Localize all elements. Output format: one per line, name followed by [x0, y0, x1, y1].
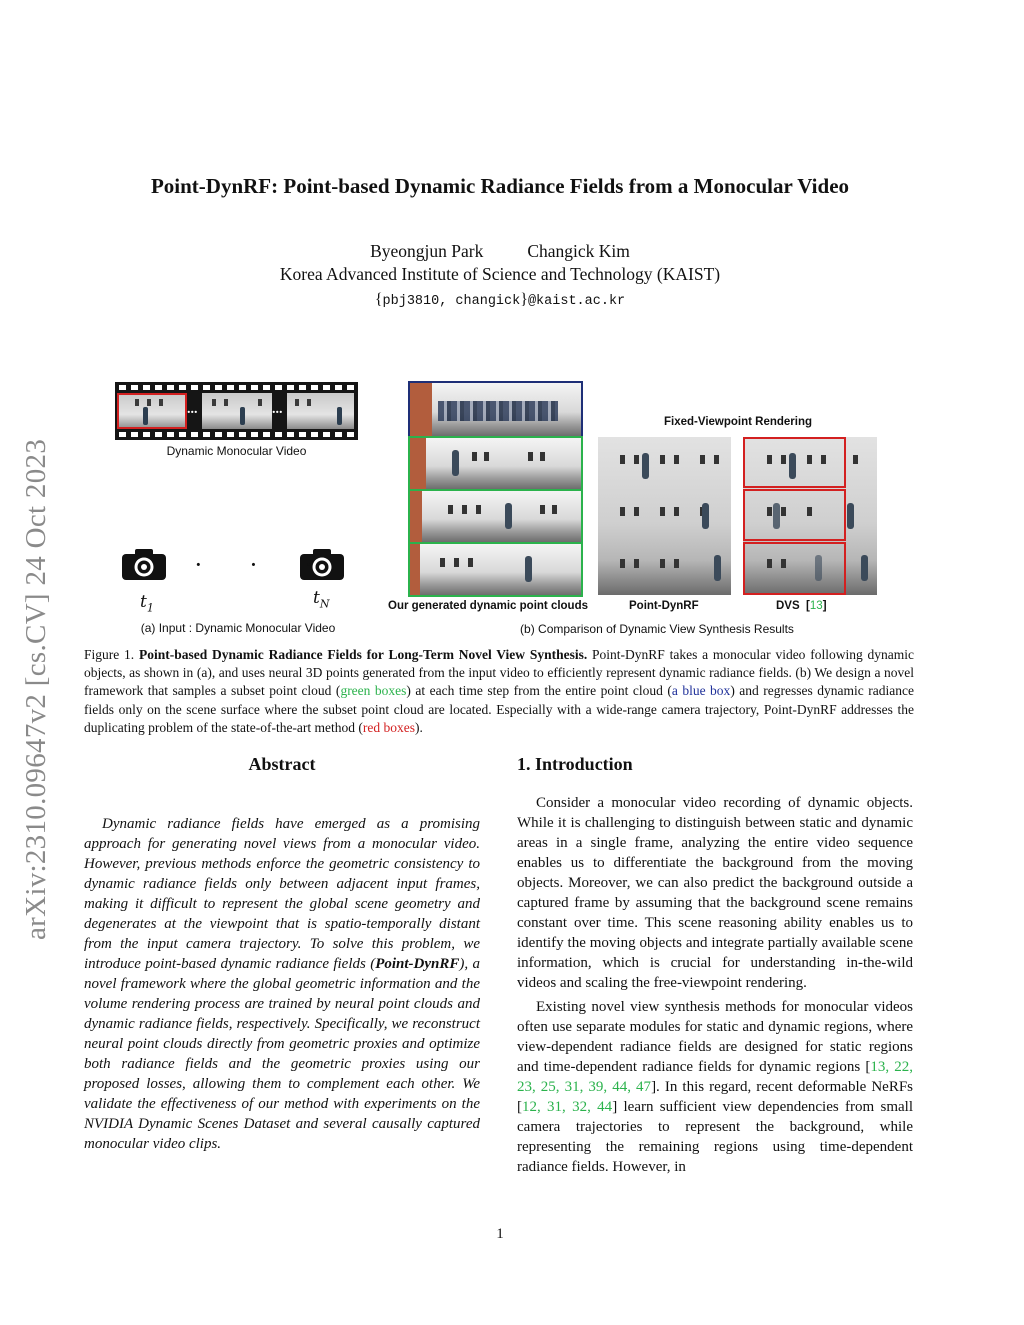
film-holes-top — [119, 385, 354, 390]
label-fixed-viewpoint: Fixed-Viewpoint Rendering — [663, 416, 813, 428]
paper-email[interactable] — [0, 291, 1000, 309]
subset-point-cloud-3 — [408, 542, 583, 597]
intro-paragraph-1: Consider a monocular video recording of dynamic objects. While it is challenging to distinguish between static and dynamic areas in a single frame, analyzing the entire video sequence enables us to differentiate the background from the moving objects. Moreover, we can also predict the background outside a captured frame by assuming that the background scene remains constant over time. This scene reasoning ability enables us to identify the moving objects and integrate partially available scene information, which is crucial for understanding in-the-wild videos and scaling the free-viewpoint rendering. — [517, 795, 913, 991]
caption-red-ref: red boxes — [362, 719, 416, 735]
film-frame-2 — [202, 393, 272, 429]
entire-point-cloud — [408, 381, 583, 438]
film-frame-3 — [287, 393, 354, 429]
paper-authors — [0, 241, 1000, 262]
paper-affiliation: Korea Advanced Institute of Science and Technology (KAIST) — [279, 264, 721, 284]
label-dynamic-video: Dynamic Monocular Video — [166, 444, 307, 458]
email-brace-open: { — [374, 291, 383, 308]
caption-prefix: Figure 1. — [84, 647, 135, 662]
citation-links-1[interactable]: 13, 22, 23, 25, 31, 39, 44, 47 — [517, 1059, 913, 1095]
abstract-body: Dynamic radiance fields have emerged as a promising approach for generating novel views from a monocular video. However, previous methods enforce the geometric consistency to dynamic radiance fields only between adjacent input frames, making it difficult to represent the global scene geometry and degenerates at the viewpoint that is spatio-temporally distant from the input camera trajectory. To solve this problem, we introduce point-based dynamic radiance fields (Point-DynRF), a novel framework where the global geometric information and the volume rendering process are trained by neural point clouds and dynamic radiance fields, respectively. Specifically, we reconstruct neural point clouds directly from geometric proxies and optimize both radiance fields and the geometric proxies using our proposed losses, allowing them to complement each other. We validate the effectiveness of our method with experiments on the NVIDIA Dynamic Scenes Dataset and several causally captured monocular video clips. — [84, 816, 480, 1152]
label-part-b: (b) Comparison of Dynamic View Synthesis Results — [520, 622, 794, 636]
caption-blue-ref: a blue box — [671, 683, 731, 699]
caption-title: Point-based Dynamic Radiance Fields for Long-Term Novel View Synthesis. — [138, 647, 588, 662]
point-dynrf-renderings — [598, 437, 731, 595]
dvs-red-box-2 — [743, 489, 846, 541]
label-tn: $t_N$ — [313, 588, 330, 611]
label-point-dynrf: Point-DynRF — [629, 600, 699, 612]
label-t1: $t_1$ — [140, 592, 154, 615]
email-domain: @kaist.ac.kr — [527, 294, 626, 309]
email-users: pbj3810, changick — [382, 294, 521, 309]
label-dvs: DVS [13] — [776, 600, 827, 612]
caption-green-ref: green boxes — [340, 683, 407, 699]
camera-icon — [122, 548, 166, 580]
intro-paragraph-2: Existing novel view synthesis methods for monocular videos often use separate modules for static and dynamic regions, where view-dependent radiance fields are designed for static regions and time-dependent radiance fields for dynamic regions [13, 22, 23, 25, 31, 39, 44, 47]. In this regard, recent deformable NeRFs [12, 31, 32, 44] learn sufficient view dependencies from small camera trajectories to represent the background, while representing the remaining regions using time-dependent radiance fields. However, in — [517, 999, 914, 1175]
film-dots-1: ... — [187, 402, 198, 417]
label-point-clouds: Our generated dynamic point clouds — [388, 600, 589, 612]
label-part-a: (a) Input : Dynamic Monocular Video — [140, 621, 336, 635]
film-frame-highlight — [117, 393, 187, 429]
arxiv-sidebar-id: arXiv:2310.09647v2 [cs.CV] 24 Oct 2023 — [20, 438, 52, 940]
camera-ellipsis: · · · — [194, 550, 333, 579]
page-number: 1 — [496, 1226, 504, 1242]
dvs-red-box-1 — [743, 437, 846, 488]
abstract-heading: Abstract — [248, 754, 316, 774]
email-brace-close: } — [520, 291, 528, 308]
author-2: Changick Kim — [527, 241, 630, 261]
dvs-citation-link[interactable]: 13 — [809, 600, 823, 612]
method-name: Point-DynRF — [375, 956, 460, 972]
film-strip — [115, 382, 358, 440]
author-1: Byeongjun Park — [370, 241, 484, 261]
introduction-body — [517, 793, 913, 1181]
film-dots-2: ... — [272, 402, 283, 417]
figure-caption: Figure 1. Point-based Dynamic Radiance Fields for Long-Term Novel View Synthesis. Point-DynRF takes a monocular video following dynamic objects, as shown in (a), and uses neural 3D points generated from the input video to efficiently represent dynamic radiance fields. (b) We design a novel framework that samples a subset point cloud (green boxes) at each time step from the entire point cloud (a blue box) and regresses dynamic radiance fields only on the scene surface where the subset point cloud are located. Especially with a wide-range camera trajectory, Point-DynRF addresses the duplicating problem of the state-of-the-art method (red boxes). — [84, 647, 915, 735]
subset-point-cloud-1 — [408, 436, 583, 491]
film-frame-1 — [117, 393, 187, 429]
dvs-red-box-3 — [743, 542, 846, 595]
subset-point-cloud-2 — [408, 489, 583, 544]
introduction-heading: 1. Introduction — [517, 754, 633, 774]
citation-links-2[interactable]: 12, 31, 32, 44 — [522, 1099, 613, 1115]
paper-title: Point-DynRF: Point-based Dynamic Radiance Fields from a Monocular Video — [150, 174, 850, 198]
film-holes-bottom — [119, 432, 354, 437]
